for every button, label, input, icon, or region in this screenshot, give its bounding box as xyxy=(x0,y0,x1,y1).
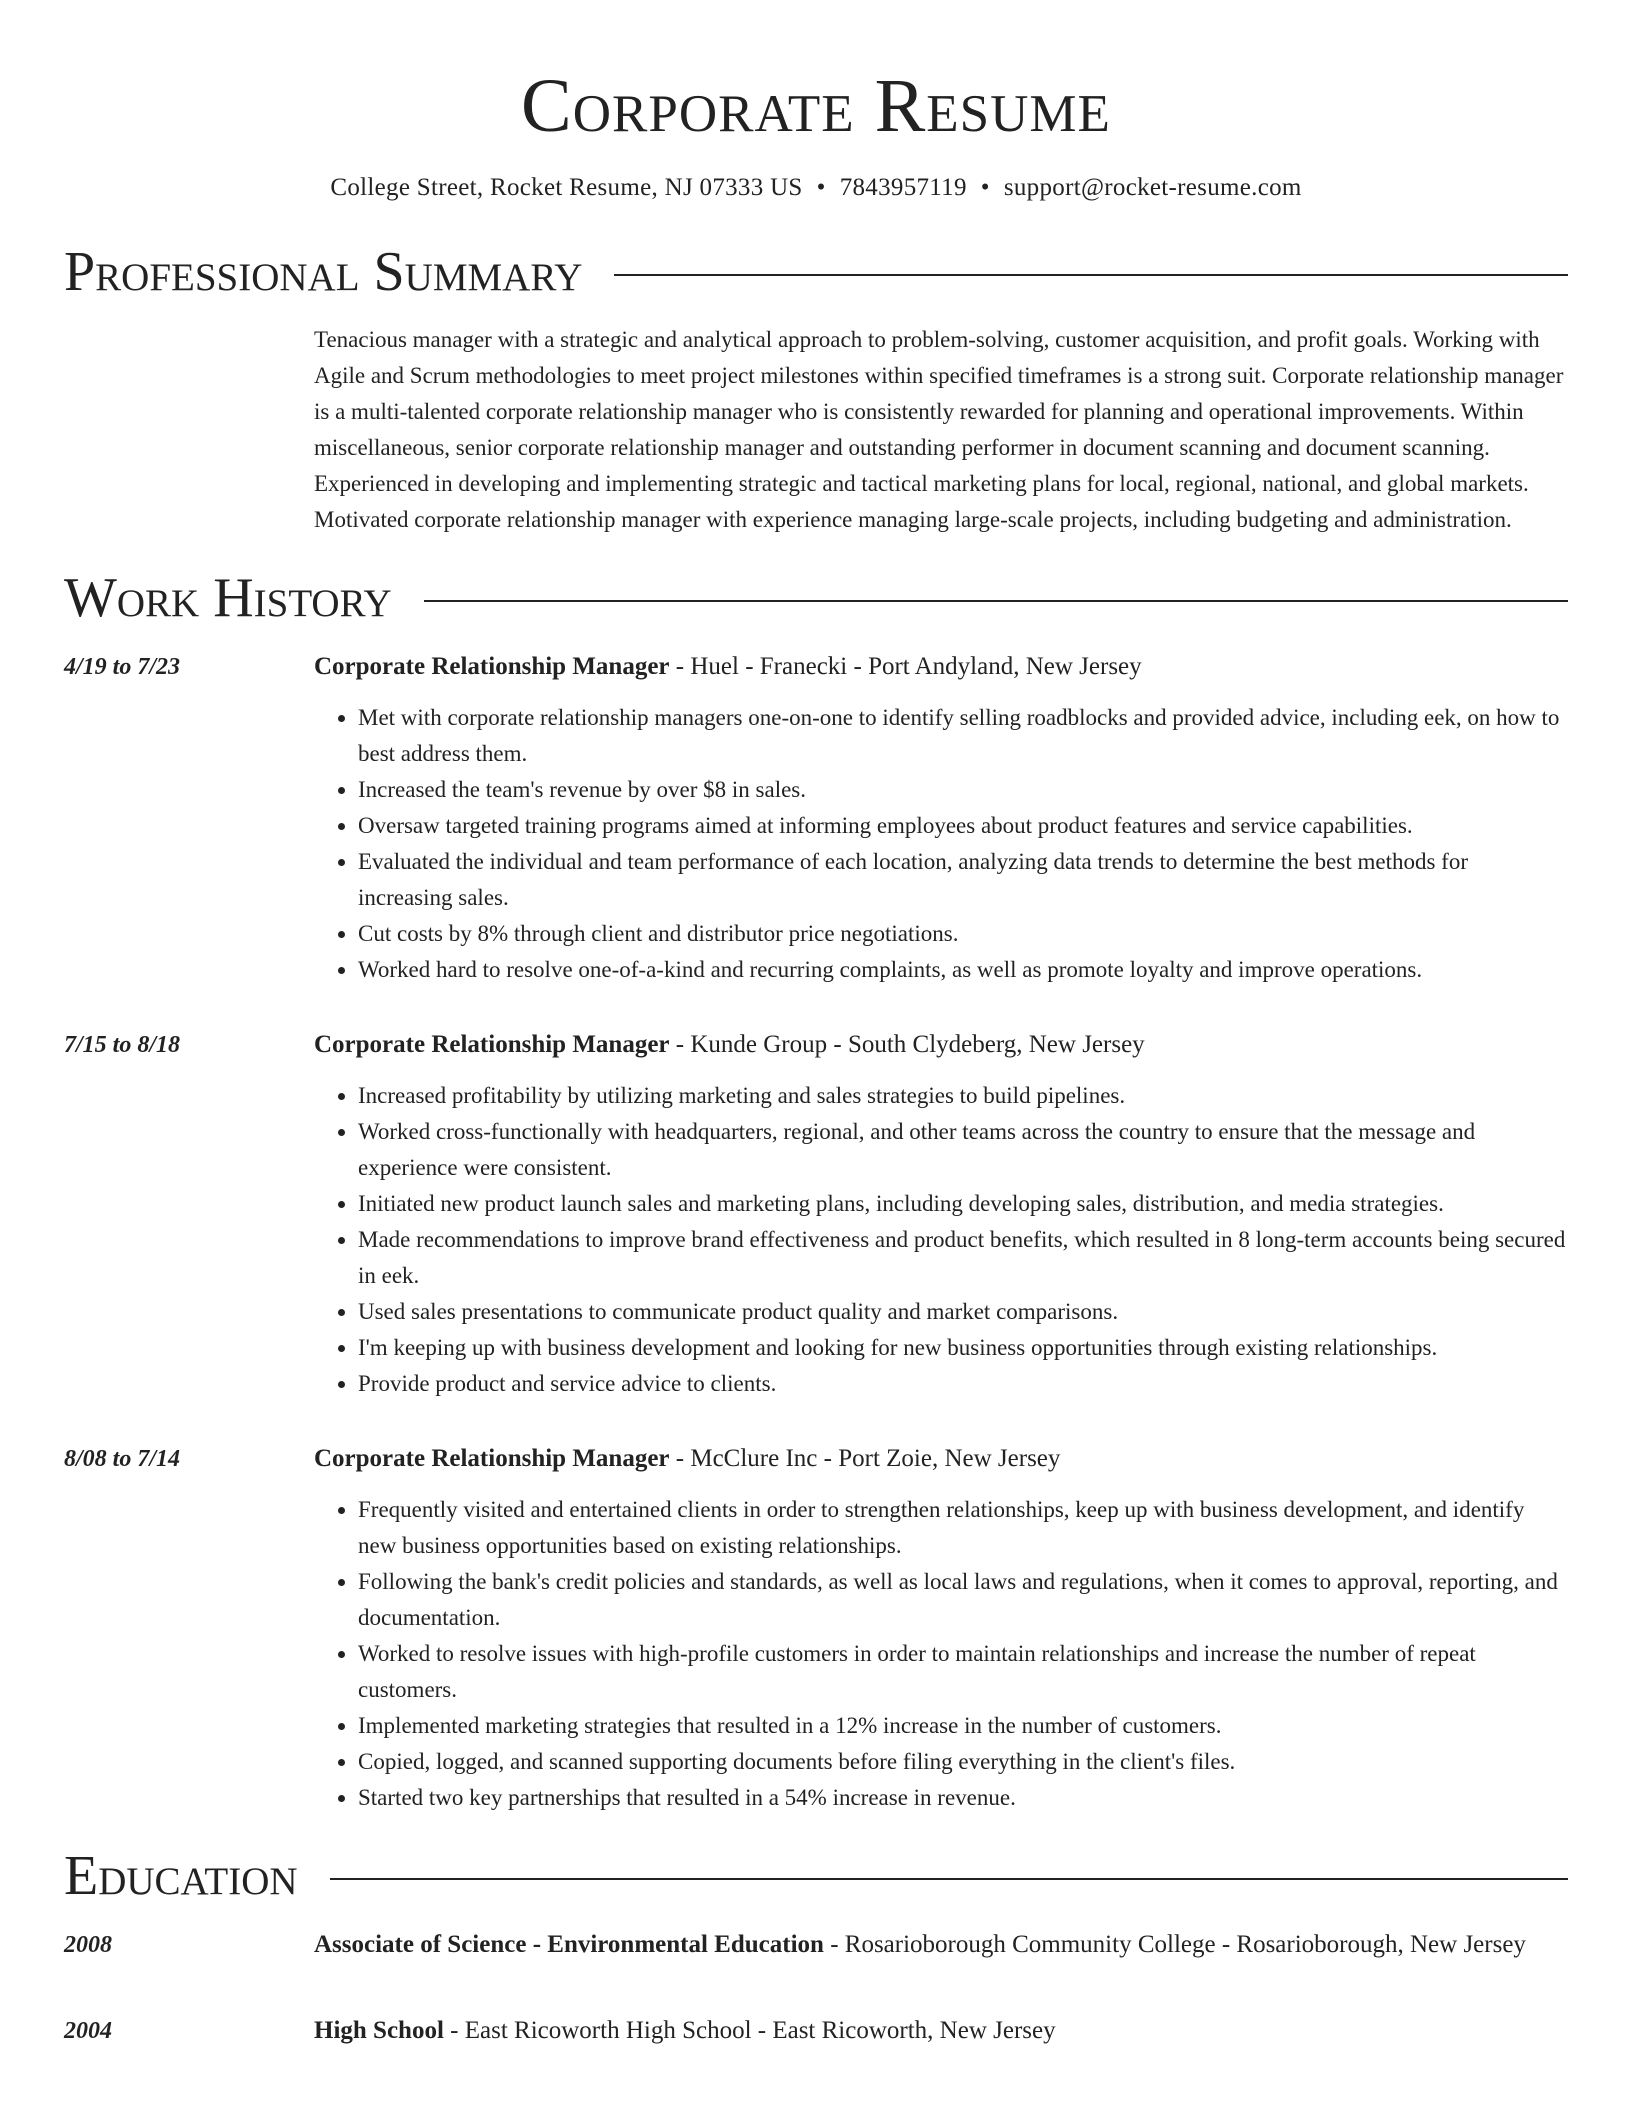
list-item: • Worked cross-functionally with headquarters, regional, and other teams across the country to ensure that the message and experience were consistent. xyxy=(358,1114,1568,1186)
list-item: • Evaluated the individual and team performance of each location, analyzing data trends to determine the best methods for increasing sales. xyxy=(358,844,1568,916)
list-item: • I'm keeping up with business development and looking for new business opportunities through existing relationships. xyxy=(358,1330,1568,1366)
education-year: 2008 xyxy=(64,1932,112,1958)
list-item: • Started two key partnerships that resulted in a 54% increase in revenue. xyxy=(358,1780,1568,1816)
summary-text: Tenacious manager with a strategic and analytical approach to problem-solving, customer acquisition, and profit goals. Working with Agile and Scrum methodologies to meet project milestones within specified timeframes is a strong suit. Corporate relationship manager is a multi-talented corporate relationship manager who is consistently rewarded for planning and operational improvements. Within miscellaneous, senior corporate relationship manager and outstanding performer in document scanning and document scanning. Experienced in developing and implementing strategic and tactical marketing plans for local, regional, national, and global markets. Motivated corporate relationship manager with experience managing large-scale projects, including budgeting and administration. xyxy=(314,327,1564,532)
contact-separator: • xyxy=(816,174,826,201)
contact-line xyxy=(64,172,1568,204)
resume-title: Corporate Resume xyxy=(521,64,1111,148)
list-item: • Frequently visited and entertained clients in order to strengthen relationships, keep up with business development, and identify new business opportunities based on existing relationships. xyxy=(358,1492,1568,1564)
contact-address: College Street, Rocket Resume, NJ 07333 US xyxy=(330,174,803,201)
job-body xyxy=(314,1026,1568,1402)
job-bullets xyxy=(314,1492,1568,1816)
job-bullets xyxy=(314,1078,1568,1402)
job-details: - Kunde Group - South Clydeberg, New Jersey xyxy=(669,1031,1145,1058)
list-item: • Worked to resolve issues with high-profile customers in order to maintain relationships and increase the number of repeat customers. xyxy=(358,1636,1568,1708)
section-rule xyxy=(330,1878,1568,1880)
job-body xyxy=(314,1440,1568,1816)
job-headline xyxy=(314,648,1568,686)
contact-email: support@rocket-resume.com xyxy=(1003,174,1302,201)
education-body xyxy=(314,2012,1568,2050)
section-title-work: Work History xyxy=(64,567,392,629)
job-dates: 8/08 to 7/14 xyxy=(64,1446,181,1472)
section-title-education: Education xyxy=(64,1845,298,1907)
job-details: - Huel - Franecki - Port Andyland, New Jersey xyxy=(669,653,1142,680)
list-item: • Following the bank's credit policies and standards, as well as local laws and regulations, when it comes to approval, reporting, and documentation. xyxy=(358,1564,1568,1636)
list-item: • Cut costs by 8% through client and distributor price negotiations. xyxy=(358,916,1568,952)
education-year: 2004 xyxy=(64,2018,112,2044)
section-rule xyxy=(614,274,1568,276)
list-item: • Met with corporate relationship managers one-on-one to identify selling roadblocks and provided advice, including eek, on how to best address them. xyxy=(358,700,1568,772)
list-item: • Made recommendations to improve brand effectiveness and product benefits, which resulted in 8 long-term accounts being secured in eek. xyxy=(358,1222,1568,1294)
education-details: - Rosarioborough Community College - Rosarioborough, New Jersey xyxy=(823,1931,1526,1958)
list-item: • Increased profitability by utilizing marketing and sales strategies to build pipelines. xyxy=(358,1078,1568,1114)
education-details: - East Ricoworth High School - East Ricoworth, New Jersey xyxy=(443,2017,1056,2044)
education-headline xyxy=(314,1926,1568,1964)
education-entry xyxy=(64,1926,1568,1964)
section-header-work xyxy=(64,568,1568,628)
list-item: • Initiated new product launch sales and marketing plans, including developing sales, distribution, and media strategies. xyxy=(358,1186,1568,1222)
education-headline xyxy=(314,2012,1568,2050)
job-entry xyxy=(64,1440,1568,1816)
list-item: • Used sales presentations to communicate product quality and market comparisons. xyxy=(358,1294,1568,1330)
section-header-education xyxy=(64,1846,1568,1906)
job-headline xyxy=(314,1440,1568,1478)
education-degree: High School xyxy=(314,2017,444,2044)
list-item: • Oversaw targeted training programs aimed at informing employees about product features and service capabilities. xyxy=(358,808,1568,844)
list-item: • Provide product and service advice to clients. xyxy=(358,1366,1568,1402)
job-dates: 4/19 to 7/23 xyxy=(64,654,181,680)
list-item: • Implemented marketing strategies that resulted in a 12% increase in the number of customers. xyxy=(358,1708,1568,1744)
job-bullets xyxy=(314,700,1568,988)
section-rule xyxy=(424,600,1568,602)
job-details: - McClure Inc - Port Zoie, New Jersey xyxy=(669,1445,1061,1472)
job-headline xyxy=(314,1026,1568,1064)
contact-phone: 7843957119 xyxy=(839,174,967,201)
resume-page xyxy=(64,0,1568,2050)
list-item: • Copied, logged, and scanned supporting documents before filing everything in the client's files. xyxy=(358,1744,1568,1780)
education-body xyxy=(314,1926,1568,1964)
contact-separator: • xyxy=(980,174,990,201)
section-title-summary: Professional Summary xyxy=(64,241,583,303)
job-title: Corporate Relationship Manager xyxy=(314,653,670,680)
list-item: • Increased the team's revenue by over $8 in sales. xyxy=(358,772,1568,808)
section-header-summary xyxy=(64,242,1568,302)
job-title: Corporate Relationship Manager xyxy=(314,1445,670,1472)
education-degree: Associate of Science - Environmental Education xyxy=(314,1931,824,1958)
education-entry xyxy=(64,2012,1568,2050)
job-entry xyxy=(64,648,1568,988)
job-body xyxy=(314,648,1568,988)
job-title: Corporate Relationship Manager xyxy=(314,1031,670,1058)
job-dates: 7/15 to 8/18 xyxy=(64,1032,181,1058)
list-item: • Worked hard to resolve one-of-a-kind and recurring complaints, as well as promote loyalty and improve operations. xyxy=(358,952,1568,988)
job-entry xyxy=(64,1026,1568,1402)
